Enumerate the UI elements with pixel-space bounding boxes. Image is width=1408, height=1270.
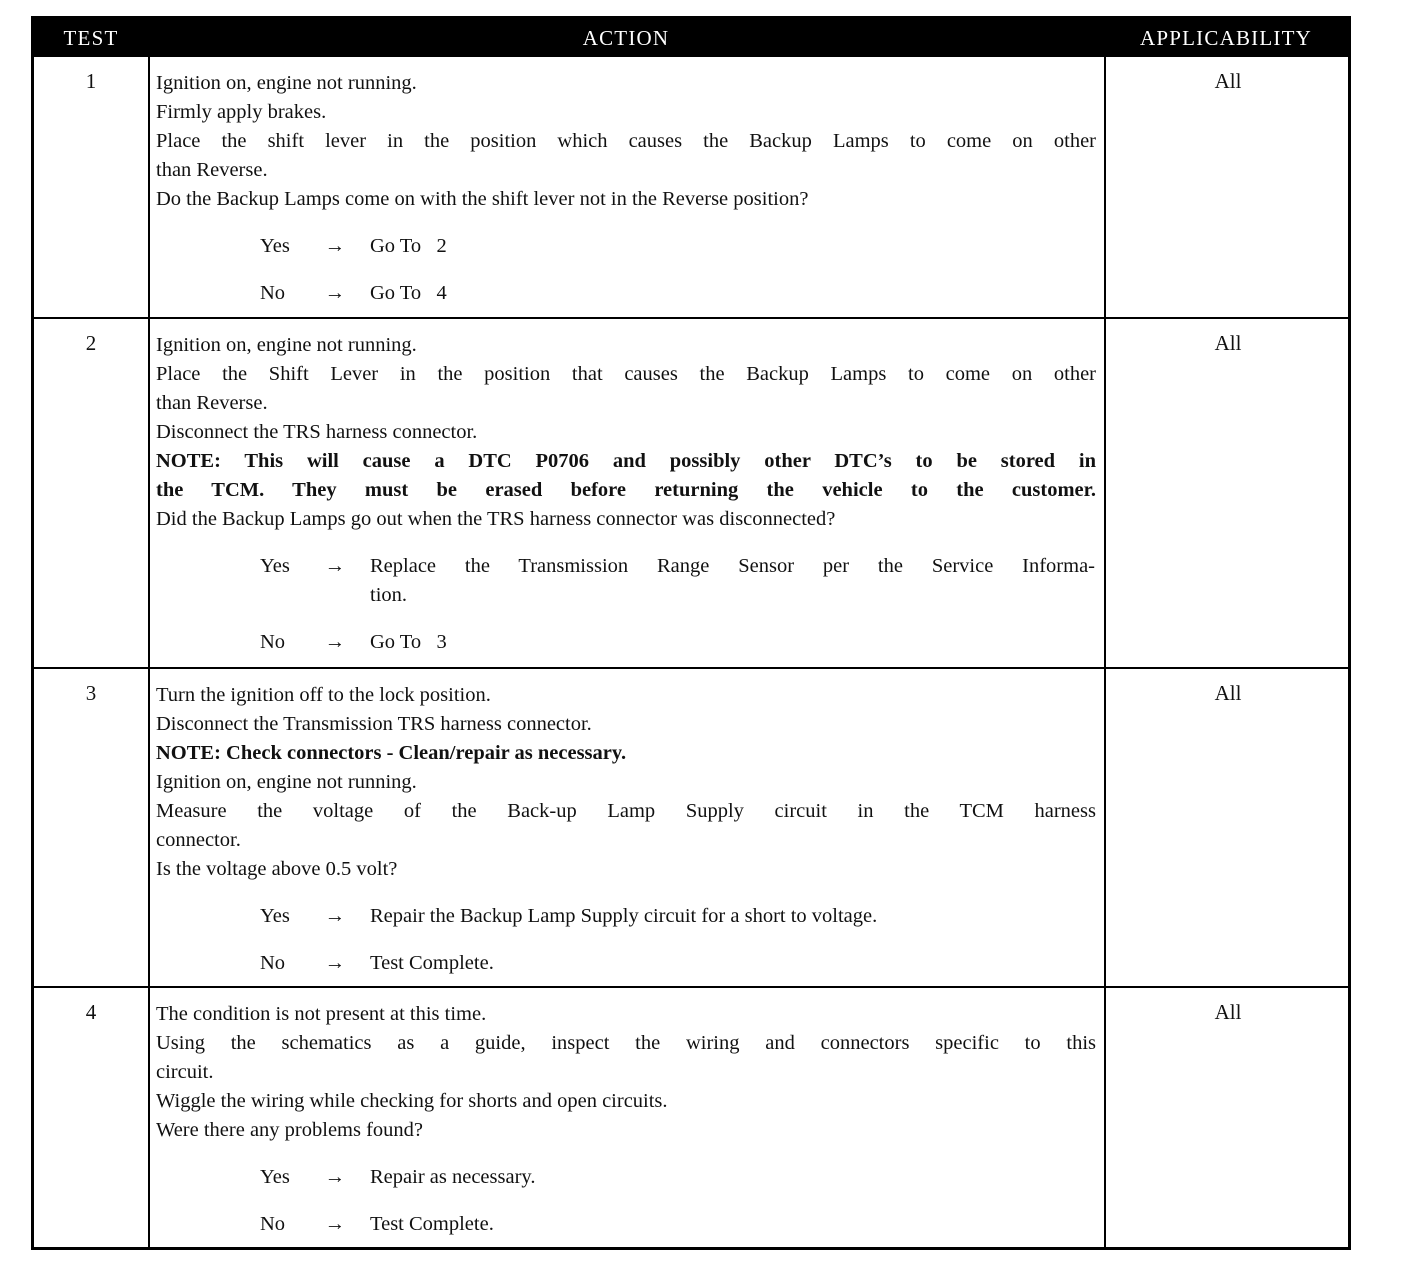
table-row-test-1	[34, 57, 1348, 319]
action-line: Ignition on, engine not running.	[156, 771, 417, 793]
header-test: TEST	[63, 26, 119, 50]
no-outcome	[156, 279, 1096, 308]
applicability-value: All	[1214, 331, 1242, 355]
no-result: Go To 4	[370, 282, 447, 304]
action-line: Ignition on, engine not running.	[156, 72, 417, 94]
applicability-value: All	[1214, 69, 1242, 93]
action-line: Is the voltage above 0.5 volt?	[156, 858, 398, 880]
action-line: The condition is not present at this time.	[156, 1003, 487, 1025]
arrow-icon: →	[324, 952, 346, 974]
no-outcome	[156, 949, 1096, 978]
action-line: circuit.	[156, 1061, 214, 1083]
action-line: Disconnect the Transmission TRS harness connector.	[156, 713, 592, 735]
yes-label: Yes	[260, 1166, 290, 1188]
action-line: connector.	[156, 829, 241, 851]
table-row-test-3	[34, 669, 1348, 988]
action-cell	[156, 1000, 1096, 1239]
yes-result: Go To 2	[370, 235, 447, 257]
no-result: Test Complete.	[370, 952, 494, 974]
arrow-icon: →	[324, 631, 346, 653]
action-line: Place the Shift Lever in the position that causes the Backup Lamps to come on other	[156, 363, 1096, 385]
header-action: ACTION	[582, 26, 670, 50]
arrow-icon: →	[324, 1213, 346, 1235]
arrow-icon: →	[324, 282, 346, 304]
action-line: Using the schematics as a guide, inspect the wiring and connectors specific to this	[156, 1032, 1096, 1054]
action-line: Do the Backup Lamps come on with the shift lever not in the Reverse position?	[156, 188, 809, 210]
action-line: than Reverse.	[156, 392, 268, 414]
action-question: Did the Backup Lamps go out when the TRS harness connector was disconnected?	[156, 508, 836, 530]
yes-result-line: tion.	[370, 584, 408, 606]
note-line: NOTE: Check connectors - Clean/repair as necessary.	[156, 742, 627, 764]
action-line: Disconnect the TRS harness connector.	[156, 421, 478, 443]
action-line: Turn the ignition off to the lock position.	[156, 684, 491, 706]
arrow-icon: →	[324, 555, 346, 577]
yes-label: Yes	[260, 235, 290, 257]
diagnostic-test-table	[31, 16, 1351, 1250]
table-header	[34, 19, 1348, 57]
test-number: 1	[85, 69, 97, 93]
yes-result-line: Replace the Transmission Range Sensor per the Service Informa-	[370, 555, 1095, 577]
applicability-value: All	[1214, 1000, 1242, 1024]
no-outcome	[156, 1210, 1096, 1239]
arrow-icon: →	[324, 905, 346, 927]
yes-outcome	[156, 902, 1096, 931]
no-label: No	[260, 1213, 286, 1235]
applicability-value: All	[1214, 681, 1242, 705]
yes-label: Yes	[260, 905, 290, 927]
header-applicability: APPLICABILITY	[1140, 26, 1312, 50]
test-number: 2	[85, 331, 97, 355]
no-label: No	[260, 282, 286, 304]
yes-outcome	[156, 1163, 1096, 1192]
yes-outcome	[156, 232, 1096, 261]
action-line: Ignition on, engine not running.	[156, 334, 417, 356]
yes-result	[370, 552, 1095, 610]
action-line: Firmly apply brakes.	[156, 101, 327, 123]
arrow-icon: →	[324, 235, 346, 257]
no-label: No	[260, 952, 286, 974]
note-line: NOTE: This will cause a DTC P0706 and possibly other DTC’s to be stored in	[156, 450, 1096, 472]
action-line: than Reverse.	[156, 159, 268, 181]
test-number: 4	[85, 1000, 97, 1024]
action-line: Wiggle the wiring while checking for shorts and open circuits.	[156, 1090, 668, 1112]
action-line: Measure the voltage of the Back-up Lamp Supply circuit in the TCM harness	[156, 800, 1096, 822]
no-result: Go To 3	[370, 631, 447, 653]
arrow-icon: →	[324, 1166, 346, 1188]
table-row-test-2	[34, 319, 1348, 669]
action-line: Place the shift lever in the position which causes the Backup Lamps to come on other	[156, 130, 1096, 152]
no-outcome	[156, 628, 1096, 657]
action-cell	[156, 681, 1096, 978]
action-cell	[156, 331, 1096, 657]
action-cell	[156, 69, 1096, 308]
test-number: 3	[85, 681, 97, 705]
action-line: Were there any problems found?	[156, 1119, 424, 1141]
yes-result: Repair the Backup Lamp Supply circuit for a short to voltage.	[370, 905, 878, 927]
table-row-test-4	[34, 988, 1348, 1247]
yes-outcome	[156, 552, 1096, 610]
yes-label: Yes	[260, 555, 290, 577]
yes-result: Repair as necessary.	[370, 1166, 536, 1188]
no-label: No	[260, 631, 286, 653]
note-line: the TCM. They must be erased before returning the vehicle to the customer.	[156, 479, 1096, 501]
no-result: Test Complete.	[370, 1213, 494, 1235]
